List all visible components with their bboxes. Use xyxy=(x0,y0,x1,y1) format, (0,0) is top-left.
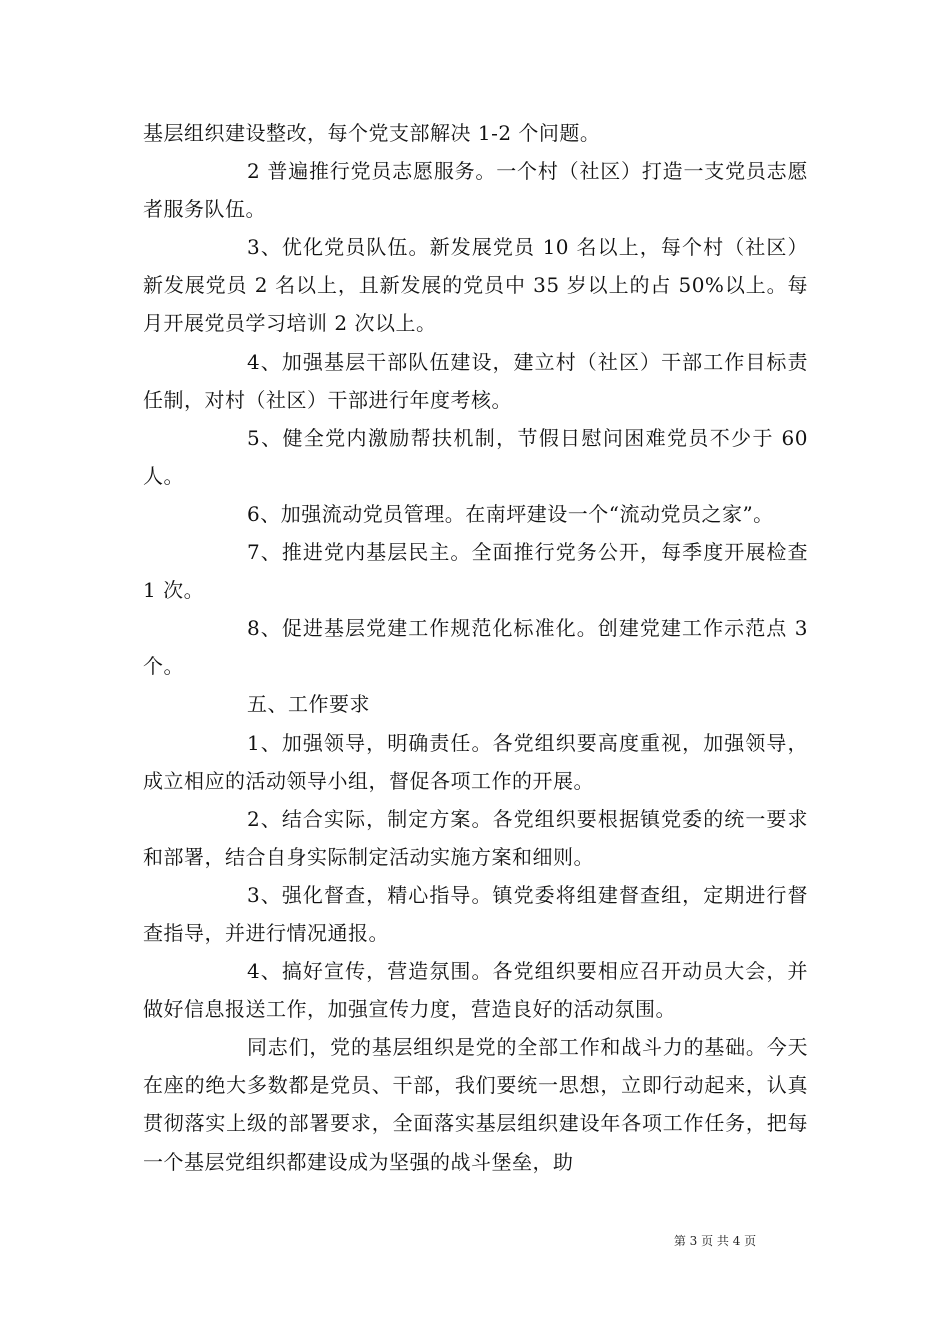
paragraph-8: 8、促进基层党建工作规范化标准化。创建党建工作示范点 3 个。 xyxy=(143,616,808,679)
paragraph-14: 同志们，党的基层组织是党的全部工作和战斗力的基础。今天在座的绝大多数都是党员、干部，我们要统一思想，立即行动起来，认真贯彻落实上级的部署要求，全面落实基层组织建设年各项工作任务，把每一个基层党组织都建设成为坚强的战斗堡垒，助 xyxy=(143,1035,808,1174)
paragraph-11: 2、结合实际，制定方案。各党组织要根据镇党委的统一要求和部署，结合自身实际制定活动实施方案和细则。 xyxy=(143,806,808,869)
paragraph-6: 6、加强流动党员管理。在南坪建设一个“流动党员之家”。 xyxy=(247,501,774,526)
paragraph-5: 5、健全党内激励帮扶机制，节假日慰问困难党员不少于 60 人。 xyxy=(143,425,808,488)
paragraph-1: 基层组织建设整改，每个党支部解决 1-2 个问题。 xyxy=(143,121,601,145)
page-footer xyxy=(0,1232,950,1249)
paragraph-13: 4、搞好宣传，营造氛围。各党组织要相应召开动员大会，并做好信息报送工作，加强宣传力度，营造良好的活动氛围。 xyxy=(143,959,808,1022)
page-number: 第 3 页 共 4 页 xyxy=(673,1234,757,1248)
section-heading: 五、工作要求 xyxy=(247,692,370,717)
paragraph-10: 1、加强领导，明确责任。各党组织要高度重视，加强领导，成立相应的活动领导小组，督促各项工作的开展。 xyxy=(143,730,808,793)
paragraph-2: 2 普遍推行党员志愿服务。一个村（社区）打造一支党员志愿者服务队伍。 xyxy=(143,159,808,222)
paragraph-12: 3、强化督查，精心指导。镇党委将组建督查组，定期进行督查指导，并进行情况通报。 xyxy=(143,882,808,945)
paragraph-7: 7、推进党内基层民主。全面推行党务公开，每季度开展检查 1 次。 xyxy=(143,540,808,603)
document-body xyxy=(143,114,808,1181)
paragraph-3: 3、优化党员队伍。新发展党员 10 名以上，每个村（社区）新发展党员 2 名以上，且新发展的党员中 35 岁以上的占 50%以上。每月开展党员学习培训 2 次以上。 xyxy=(143,235,808,336)
paragraph-4: 4、加强基层干部队伍建设，建立村（社区）干部工作目标责任制，对村（社区）干部进行年度考核。 xyxy=(143,349,808,412)
